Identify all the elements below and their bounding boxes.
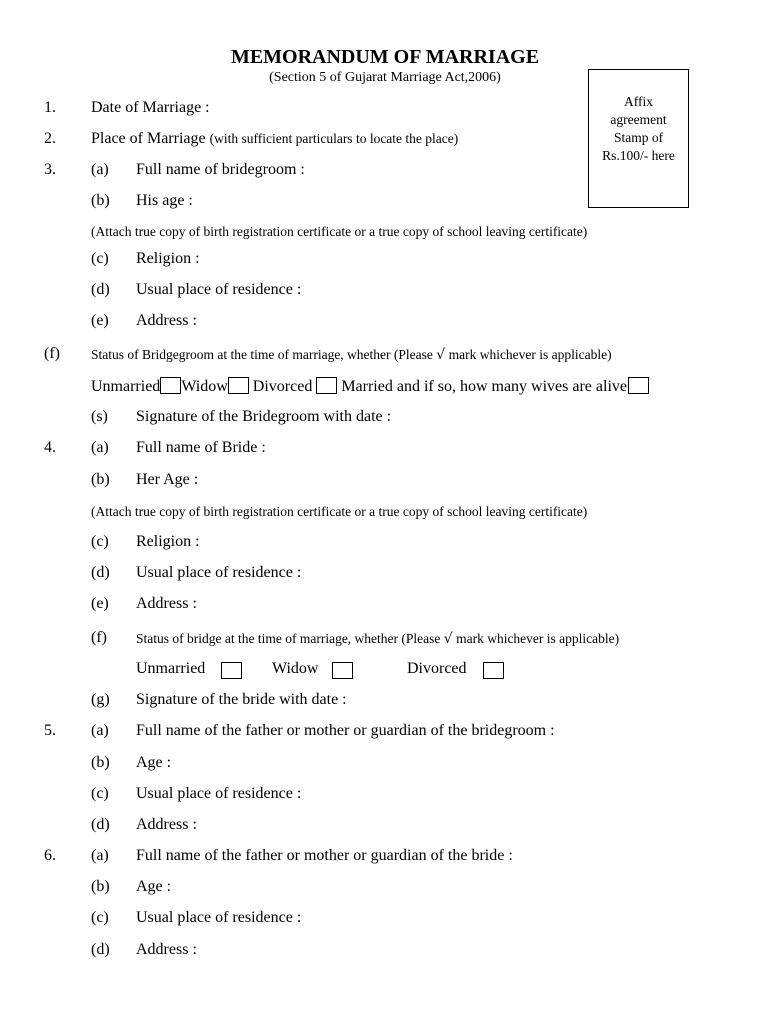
stamp-line: Stamp of bbox=[613, 130, 664, 145]
page-title: MEMORANDUM OF MARRIAGE bbox=[230, 46, 540, 68]
unmarried-checkbox[interactable] bbox=[160, 377, 181, 394]
bride-guardian-address-label: Address : bbox=[136, 941, 197, 958]
bride-option-divorced-label: Divorced bbox=[407, 660, 467, 677]
bride-status-label bbox=[136, 631, 619, 647]
sub-letter: (c) bbox=[91, 250, 109, 267]
married-count-box[interactable] bbox=[628, 377, 649, 394]
bride-status-text: Status of bridge at the time of marriage, whether (Please bbox=[136, 631, 441, 646]
date-of-marriage-label: Date of Marriage : bbox=[91, 99, 210, 116]
sub-letter: (b) bbox=[91, 471, 110, 488]
sub-letter: (d) bbox=[91, 281, 110, 298]
option-married-label: Married and if so, how many wives are alive bbox=[341, 378, 627, 395]
place-of-marriage-note: (with sufficient particulars to locate the place) bbox=[209, 131, 459, 146]
groom-status-suffix: mark whichever is applicable) bbox=[448, 347, 612, 362]
item-number: 6. bbox=[44, 847, 56, 864]
groom-status-label bbox=[91, 347, 612, 363]
sub-letter: (a) bbox=[91, 722, 109, 739]
bride-full-name-label: Full name of Bride : bbox=[136, 439, 266, 456]
sub-letter: (c) bbox=[91, 533, 109, 550]
stamp-box bbox=[588, 69, 689, 208]
tick-icon: √ bbox=[436, 347, 446, 363]
place-of-marriage-text: Place of Marriage bbox=[91, 130, 206, 147]
divorced-checkbox[interactable] bbox=[316, 377, 337, 394]
groom-attach-note: (Attach true copy of birth registration certificate or a true copy of school leaving certificate) bbox=[91, 224, 588, 239]
groom-status-options bbox=[91, 377, 649, 396]
sub-letter: (c) bbox=[91, 785, 109, 802]
bride-attach-note: (Attach true copy of birth registration certificate or a true copy of school leaving certificate) bbox=[91, 504, 588, 519]
bride-divorced-checkbox[interactable] bbox=[483, 662, 504, 679]
groom-residence-label: Usual place of residence : bbox=[136, 281, 302, 298]
tick-icon: √ bbox=[443, 631, 453, 647]
groom-guardian-name-label: Full name of the father or mother or guardian of the bridegroom : bbox=[136, 722, 555, 739]
item-number: 5. bbox=[44, 722, 56, 739]
groom-status-text: Status of Bridgegroom at the time of marriage, whether (Please bbox=[91, 347, 433, 362]
bride-widow-checkbox[interactable] bbox=[332, 662, 353, 679]
option-divorced-label: Divorced bbox=[252, 378, 313, 395]
stamp-line: agreement bbox=[610, 112, 667, 127]
item-number: 2. bbox=[44, 130, 56, 147]
sub-letter: (d) bbox=[91, 941, 110, 958]
sub-letter: (b) bbox=[91, 192, 110, 209]
widow-checkbox[interactable] bbox=[228, 377, 249, 394]
bride-address-label: Address : bbox=[136, 595, 197, 612]
option-unmarried-label: Unmarried bbox=[91, 378, 161, 395]
bride-option-widow-label: Widow bbox=[272, 660, 319, 677]
bride-unmarried-checkbox[interactable] bbox=[221, 662, 242, 679]
groom-religion-label: Religion : bbox=[136, 250, 200, 267]
groom-address-label: Address : bbox=[136, 312, 197, 329]
sub-letter: (g) bbox=[91, 691, 110, 708]
bride-guardian-age-label: Age : bbox=[136, 878, 172, 895]
sub-letter: (e) bbox=[91, 312, 109, 329]
sub-letter: (f) bbox=[91, 629, 107, 646]
page-subtitle: (Section 5 of Gujarat Marriage Act,2006) bbox=[269, 70, 501, 85]
sub-letter: (e) bbox=[91, 595, 109, 612]
groom-full-name-label: Full name of bridegroom : bbox=[136, 161, 305, 178]
groom-signature-label: Signature of the Bridegroom with date : bbox=[136, 408, 392, 425]
item-number: 1. bbox=[44, 99, 56, 116]
groom-age-label: His age : bbox=[136, 192, 193, 209]
bride-option-unmarried-label: Unmarried bbox=[136, 660, 206, 677]
bride-residence-label: Usual place of residence : bbox=[136, 564, 302, 581]
place-of-marriage-label bbox=[91, 130, 458, 148]
option-widow-label: Widow bbox=[181, 378, 228, 395]
stamp-line: Affix bbox=[624, 94, 653, 109]
bride-status-suffix: mark whichever is applicable) bbox=[456, 631, 620, 646]
sub-letter: (d) bbox=[91, 564, 110, 581]
sub-letter: (a) bbox=[91, 847, 109, 864]
groom-guardian-address-label: Address : bbox=[136, 816, 197, 833]
sub-letter: (c) bbox=[91, 909, 109, 926]
sub-letter: (a) bbox=[91, 439, 109, 456]
sub-letter: (s) bbox=[91, 408, 108, 425]
sub-letter: (b) bbox=[91, 754, 110, 771]
groom-guardian-age-label: Age : bbox=[136, 754, 172, 771]
bride-religion-label: Religion : bbox=[136, 533, 200, 550]
bride-guardian-residence-label: Usual place of residence : bbox=[136, 909, 302, 926]
bride-guardian-name-label: Full name of the father or mother or guardian of the bride : bbox=[136, 847, 513, 864]
item-number: 3. bbox=[44, 161, 56, 178]
groom-guardian-residence-label: Usual place of residence : bbox=[136, 785, 302, 802]
stamp-line: Rs.100/- here bbox=[602, 148, 675, 163]
sub-letter: (a) bbox=[91, 161, 109, 178]
bride-signature-label: Signature of the bride with date : bbox=[136, 691, 347, 708]
bride-age-label: Her Age : bbox=[136, 471, 199, 488]
sub-letter: (b) bbox=[91, 878, 110, 895]
sub-letter: (d) bbox=[91, 816, 110, 833]
sub-letter: (f) bbox=[44, 345, 60, 362]
item-number: 4. bbox=[44, 439, 56, 456]
